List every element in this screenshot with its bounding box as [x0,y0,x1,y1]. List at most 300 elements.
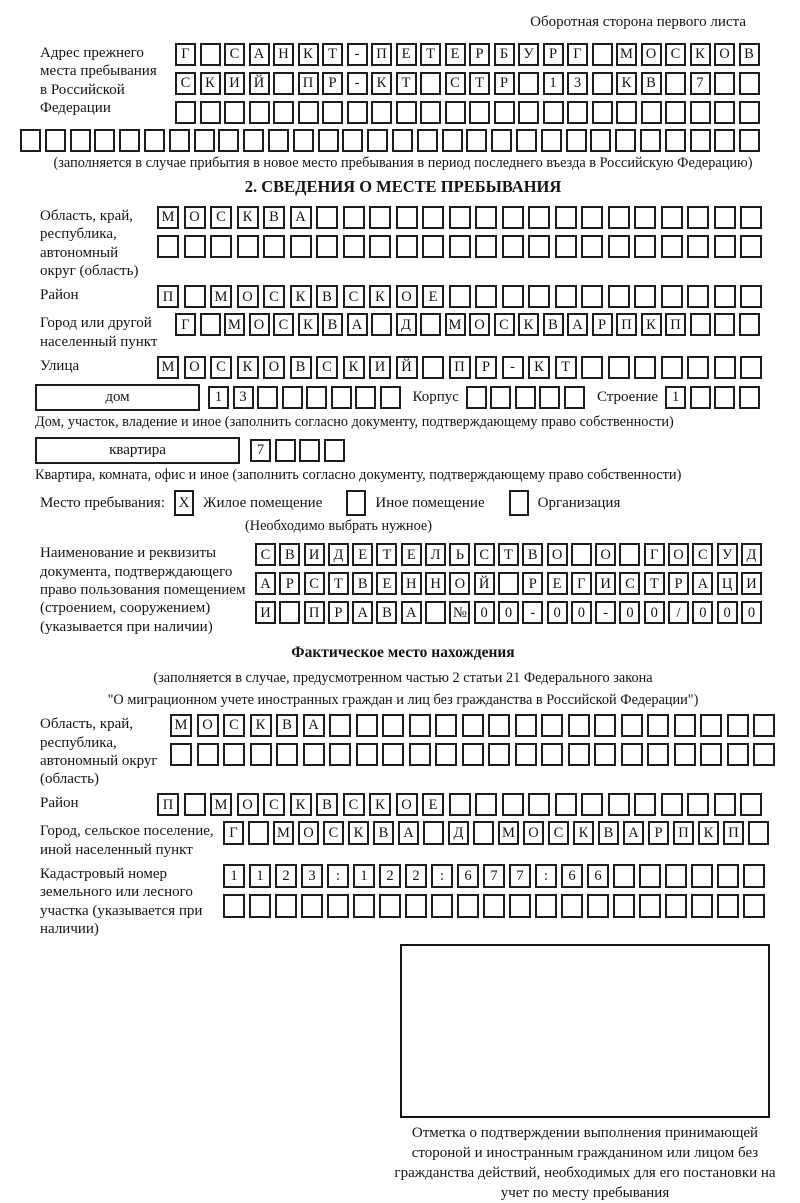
char-cell[interactable] [250,743,272,766]
char-cell[interactable] [687,235,709,258]
char-cell[interactable] [687,206,709,229]
char-cell[interactable]: К [528,356,550,379]
char-cell[interactable]: П [449,356,471,379]
char-cell[interactable] [615,129,636,152]
char-cell[interactable]: О [237,793,259,816]
char-cell[interactable] [743,864,765,888]
char-cell[interactable]: К [290,285,312,308]
char-cell[interactable] [420,313,441,336]
char-cell[interactable]: Н [401,572,422,595]
char-cell[interactable]: 0 [692,601,713,624]
char-cell[interactable] [490,386,511,409]
char-cell[interactable]: К [690,43,711,66]
char-cell[interactable]: Р [469,43,490,66]
char-cell[interactable]: 3 [233,386,254,409]
char-cell[interactable]: Г [567,43,588,66]
char-cell[interactable]: Р [592,313,613,336]
char-cell[interactable]: С [323,821,344,845]
char-cell[interactable]: В [522,543,543,566]
char-cell[interactable] [717,864,739,888]
char-cell[interactable]: С [273,313,294,336]
char-cell[interactable] [371,101,392,124]
char-cell[interactable] [184,285,206,308]
char-cell[interactable] [541,714,563,737]
char-cell[interactable] [494,101,515,124]
char-cell[interactable] [502,793,524,816]
char-cell[interactable] [184,793,206,816]
char-cell[interactable] [473,821,494,845]
char-cell[interactable]: М [445,313,466,336]
char-cell[interactable] [318,129,339,152]
char-cell[interactable] [379,894,401,918]
char-cell[interactable] [257,386,278,409]
char-cell[interactable] [634,285,656,308]
char-cell[interactable]: Д [741,543,762,566]
char-cell[interactable]: № [449,601,470,624]
char-cell[interactable] [316,206,338,229]
char-cell[interactable] [396,206,418,229]
char-cell[interactable]: С [263,285,285,308]
char-cell[interactable] [740,356,762,379]
char-cell[interactable] [594,714,616,737]
char-cell[interactable]: О [714,43,735,66]
char-cell[interactable] [449,285,471,308]
char-cell[interactable] [528,793,550,816]
char-cell[interactable] [475,285,497,308]
char-cell[interactable]: О [449,572,470,595]
char-cell[interactable] [502,206,524,229]
checkbox-residential[interactable]: X [174,490,194,516]
char-cell[interactable] [714,235,736,258]
char-cell[interactable] [634,356,656,379]
char-cell[interactable] [435,714,457,737]
char-cell[interactable]: С [665,43,686,66]
char-cell[interactable] [691,864,713,888]
char-cell[interactable] [303,743,325,766]
char-cell[interactable] [353,894,375,918]
char-cell[interactable] [343,206,365,229]
char-cell[interactable] [491,129,512,152]
char-cell[interactable] [249,894,271,918]
char-cell[interactable] [515,386,536,409]
char-cell[interactable] [619,543,640,566]
char-cell[interactable]: М [224,313,245,336]
char-cell[interactable] [608,356,630,379]
char-cell[interactable]: Ц [717,572,738,595]
char-cell[interactable]: О [547,543,568,566]
char-cell[interactable] [331,386,352,409]
char-cell[interactable] [449,793,471,816]
char-cell[interactable] [566,129,587,152]
char-cell[interactable]: А [352,601,373,624]
char-cell[interactable] [435,743,457,766]
char-cell[interactable] [665,101,686,124]
char-cell[interactable] [276,743,298,766]
char-cell[interactable] [119,129,140,152]
char-cell[interactable]: 1 [223,864,245,888]
char-cell[interactable] [469,101,490,124]
char-cell[interactable]: О [595,543,616,566]
char-cell[interactable] [396,101,417,124]
char-cell[interactable]: 0 [474,601,495,624]
char-cell[interactable] [422,206,444,229]
char-cell[interactable]: П [616,313,637,336]
char-cell[interactable]: А [567,313,588,336]
char-cell[interactable] [144,129,165,152]
char-cell[interactable] [590,129,611,152]
char-cell[interactable] [282,386,303,409]
char-cell[interactable]: К [200,72,221,95]
char-cell[interactable] [223,743,245,766]
char-cell[interactable]: А [290,206,312,229]
char-cell[interactable]: В [373,821,394,845]
char-cell[interactable]: В [316,285,338,308]
char-cell[interactable]: И [255,601,276,624]
char-cell[interactable]: У [717,543,738,566]
char-cell[interactable]: В [641,72,662,95]
char-cell[interactable] [200,43,221,66]
char-cell[interactable] [475,793,497,816]
char-cell[interactable] [237,235,259,258]
char-cell[interactable] [748,821,769,845]
char-cell[interactable]: 1 [208,386,229,409]
char-cell[interactable]: О [396,793,418,816]
char-cell[interactable] [329,714,351,737]
char-cell[interactable]: А [303,714,325,737]
char-cell[interactable]: 1 [353,864,375,888]
char-cell[interactable]: 1 [249,864,271,888]
char-cell[interactable] [516,129,537,152]
char-cell[interactable] [714,313,735,336]
char-cell[interactable]: К [298,43,319,66]
char-cell[interactable] [445,101,466,124]
char-cell[interactable] [184,235,206,258]
char-cell[interactable] [457,894,479,918]
char-cell[interactable]: Т [498,543,519,566]
char-cell[interactable]: С [619,572,640,595]
char-cell[interactable] [249,101,270,124]
char-cell[interactable] [210,235,232,258]
char-cell[interactable]: С [263,793,285,816]
char-cell[interactable] [714,285,736,308]
char-cell[interactable] [555,285,577,308]
char-cell[interactable] [567,101,588,124]
char-cell[interactable] [356,714,378,737]
char-cell[interactable] [301,894,323,918]
char-cell[interactable]: 0 [571,601,592,624]
char-cell[interactable] [543,101,564,124]
char-cell[interactable]: К [698,821,719,845]
char-cell[interactable]: Р [475,356,497,379]
char-cell[interactable]: В [376,601,397,624]
char-cell[interactable]: В [316,793,338,816]
char-cell[interactable]: С [692,543,713,566]
char-cell[interactable]: - [347,43,368,66]
char-cell[interactable] [194,129,215,152]
checkbox-other-premises[interactable] [346,490,366,516]
char-cell[interactable]: Т [396,72,417,95]
char-cell[interactable] [502,235,524,258]
char-cell[interactable]: П [157,793,179,816]
char-cell[interactable]: Б [494,43,515,66]
char-cell[interactable] [714,129,735,152]
char-cell[interactable] [581,793,603,816]
char-cell[interactable] [647,743,669,766]
char-cell[interactable] [740,793,762,816]
char-cell[interactable]: Р [279,572,300,595]
char-cell[interactable]: К [343,356,365,379]
char-cell[interactable] [568,714,590,737]
char-cell[interactable]: - [522,601,543,624]
char-cell[interactable] [462,743,484,766]
char-cell[interactable]: Г [571,572,592,595]
char-cell[interactable] [661,235,683,258]
char-cell[interactable]: П [298,72,319,95]
char-cell[interactable] [594,743,616,766]
char-cell[interactable] [498,572,519,595]
char-cell[interactable] [634,206,656,229]
char-cell[interactable]: Н [425,572,446,595]
char-cell[interactable]: Р [543,43,564,66]
char-cell[interactable] [518,101,539,124]
char-cell[interactable] [727,714,749,737]
char-cell[interactable]: Г [644,543,665,566]
char-cell[interactable]: М [210,285,232,308]
char-cell[interactable]: А [398,821,419,845]
char-cell[interactable]: М [273,821,294,845]
char-cell[interactable] [561,894,583,918]
char-cell[interactable] [687,793,709,816]
char-cell[interactable]: А [692,572,713,595]
char-cell[interactable] [175,101,196,124]
char-cell[interactable] [613,894,635,918]
char-cell[interactable]: Р [494,72,515,95]
char-cell[interactable]: К [290,793,312,816]
char-cell[interactable] [714,206,736,229]
char-cell[interactable] [515,714,537,737]
char-cell[interactable]: С [304,572,325,595]
char-cell[interactable] [405,894,427,918]
char-cell[interactable] [409,714,431,737]
char-cell[interactable]: Е [376,572,397,595]
char-cell[interactable] [275,894,297,918]
char-cell[interactable] [661,206,683,229]
char-cell[interactable] [739,129,760,152]
char-cell[interactable]: О [396,285,418,308]
char-cell[interactable] [665,129,686,152]
char-cell[interactable] [342,129,363,152]
char-cell[interactable] [475,206,497,229]
char-cell[interactable]: 7 [509,864,531,888]
char-cell[interactable] [639,864,661,888]
char-cell[interactable] [608,206,630,229]
char-cell[interactable]: В [263,206,285,229]
char-cell[interactable] [483,894,505,918]
char-cell[interactable]: С [223,714,245,737]
char-cell[interactable]: 0 [547,601,568,624]
char-cell[interactable] [462,714,484,737]
char-cell[interactable] [634,235,656,258]
char-cell[interactable] [392,129,413,152]
char-cell[interactable] [420,72,441,95]
char-cell[interactable]: Ь [449,543,470,566]
char-cell[interactable]: В [276,714,298,737]
char-cell[interactable] [502,285,524,308]
char-cell[interactable]: 0 [644,601,665,624]
char-cell[interactable] [587,894,609,918]
char-cell[interactable] [442,129,463,152]
char-cell[interactable]: П [723,821,744,845]
char-cell[interactable]: Р [522,572,543,595]
char-cell[interactable]: К [237,206,259,229]
char-cell[interactable]: С [343,793,365,816]
char-cell[interactable]: 2 [379,864,401,888]
char-cell[interactable]: О [249,313,270,336]
char-cell[interactable] [299,439,320,462]
char-cell[interactable]: И [304,543,325,566]
char-cell[interactable] [449,206,471,229]
char-cell[interactable] [218,129,239,152]
char-cell[interactable]: В [352,572,373,595]
char-cell[interactable] [690,101,711,124]
char-cell[interactable] [279,601,300,624]
char-cell[interactable]: Е [547,572,568,595]
char-cell[interactable]: Р [648,821,669,845]
char-cell[interactable] [714,356,736,379]
char-cell[interactable] [170,743,192,766]
char-cell[interactable] [687,356,709,379]
char-cell[interactable] [369,206,391,229]
char-cell[interactable]: А [347,313,368,336]
char-cell[interactable] [564,386,585,409]
char-cell[interactable] [223,894,245,918]
char-cell[interactable] [327,894,349,918]
char-cell[interactable]: К [250,714,272,737]
char-cell[interactable] [425,601,446,624]
char-cell[interactable] [647,714,669,737]
char-cell[interactable] [608,285,630,308]
char-cell[interactable]: : [327,864,349,888]
char-cell[interactable]: Й [249,72,270,95]
char-cell[interactable]: П [304,601,325,624]
char-cell[interactable] [298,101,319,124]
char-cell[interactable] [608,793,630,816]
char-cell[interactable] [592,43,613,66]
char-cell[interactable] [555,235,577,258]
char-cell[interactable]: С [210,206,232,229]
char-cell[interactable]: К [298,313,319,336]
char-cell[interactable]: Е [352,543,373,566]
char-cell[interactable]: И [595,572,616,595]
char-cell[interactable] [581,285,603,308]
char-cell[interactable]: - [502,356,524,379]
char-cell[interactable] [717,894,739,918]
char-cell[interactable] [316,235,338,258]
char-cell[interactable] [528,235,550,258]
char-cell[interactable]: М [157,356,179,379]
char-cell[interactable] [555,206,577,229]
char-cell[interactable]: 0 [741,601,762,624]
char-cell[interactable] [518,72,539,95]
char-cell[interactable]: О [263,356,285,379]
char-cell[interactable]: 6 [457,864,479,888]
char-cell[interactable]: К [371,72,392,95]
char-cell[interactable] [740,206,762,229]
char-cell[interactable] [422,235,444,258]
char-cell[interactable]: Т [376,543,397,566]
char-cell[interactable]: Т [555,356,577,379]
char-cell[interactable]: С [548,821,569,845]
char-cell[interactable]: В [543,313,564,336]
char-cell[interactable]: Е [422,793,444,816]
char-cell[interactable] [396,235,418,258]
char-cell[interactable]: Т [420,43,441,66]
char-cell[interactable] [581,356,603,379]
char-cell[interactable]: П [665,313,686,336]
char-cell[interactable] [449,235,471,258]
char-cell[interactable] [661,285,683,308]
char-cell[interactable] [753,743,775,766]
char-cell[interactable]: С [494,313,515,336]
char-cell[interactable]: П [673,821,694,845]
char-cell[interactable] [369,235,391,258]
char-cell[interactable]: И [369,356,391,379]
char-cell[interactable] [515,743,537,766]
char-cell[interactable] [665,864,687,888]
char-cell[interactable]: В [279,543,300,566]
char-cell[interactable]: И [224,72,245,95]
char-cell[interactable]: С [255,543,276,566]
char-cell[interactable]: 6 [561,864,583,888]
char-cell[interactable] [740,285,762,308]
char-cell[interactable]: Д [396,313,417,336]
char-cell[interactable]: С [224,43,245,66]
char-cell[interactable] [248,821,269,845]
char-cell[interactable]: О [298,821,319,845]
char-cell[interactable] [268,129,289,152]
char-cell[interactable]: А [249,43,270,66]
char-cell[interactable] [197,743,219,766]
char-cell[interactable] [739,313,760,336]
char-cell[interactable] [739,72,760,95]
char-cell[interactable]: Т [322,43,343,66]
char-cell[interactable]: С [175,72,196,95]
char-cell[interactable]: 2 [275,864,297,888]
char-cell[interactable]: Р [322,72,343,95]
char-cell[interactable]: О [237,285,259,308]
char-cell[interactable]: К [348,821,369,845]
char-cell[interactable]: 3 [301,864,323,888]
char-cell[interactable] [367,129,388,152]
char-cell[interactable]: / [668,601,689,624]
char-cell[interactable]: М [498,821,519,845]
char-cell[interactable]: М [616,43,637,66]
char-cell[interactable]: 3 [567,72,588,95]
char-cell[interactable] [714,386,735,409]
char-cell[interactable]: К [518,313,539,336]
char-cell[interactable] [423,821,444,845]
char-cell[interactable]: О [641,43,662,66]
char-cell[interactable]: О [523,821,544,845]
char-cell[interactable] [422,356,444,379]
char-cell[interactable] [592,72,613,95]
char-cell[interactable]: Г [223,821,244,845]
char-cell[interactable]: Е [422,285,444,308]
char-cell[interactable] [329,743,351,766]
char-cell[interactable] [621,714,643,737]
char-cell[interactable] [661,793,683,816]
char-cell[interactable] [380,386,401,409]
